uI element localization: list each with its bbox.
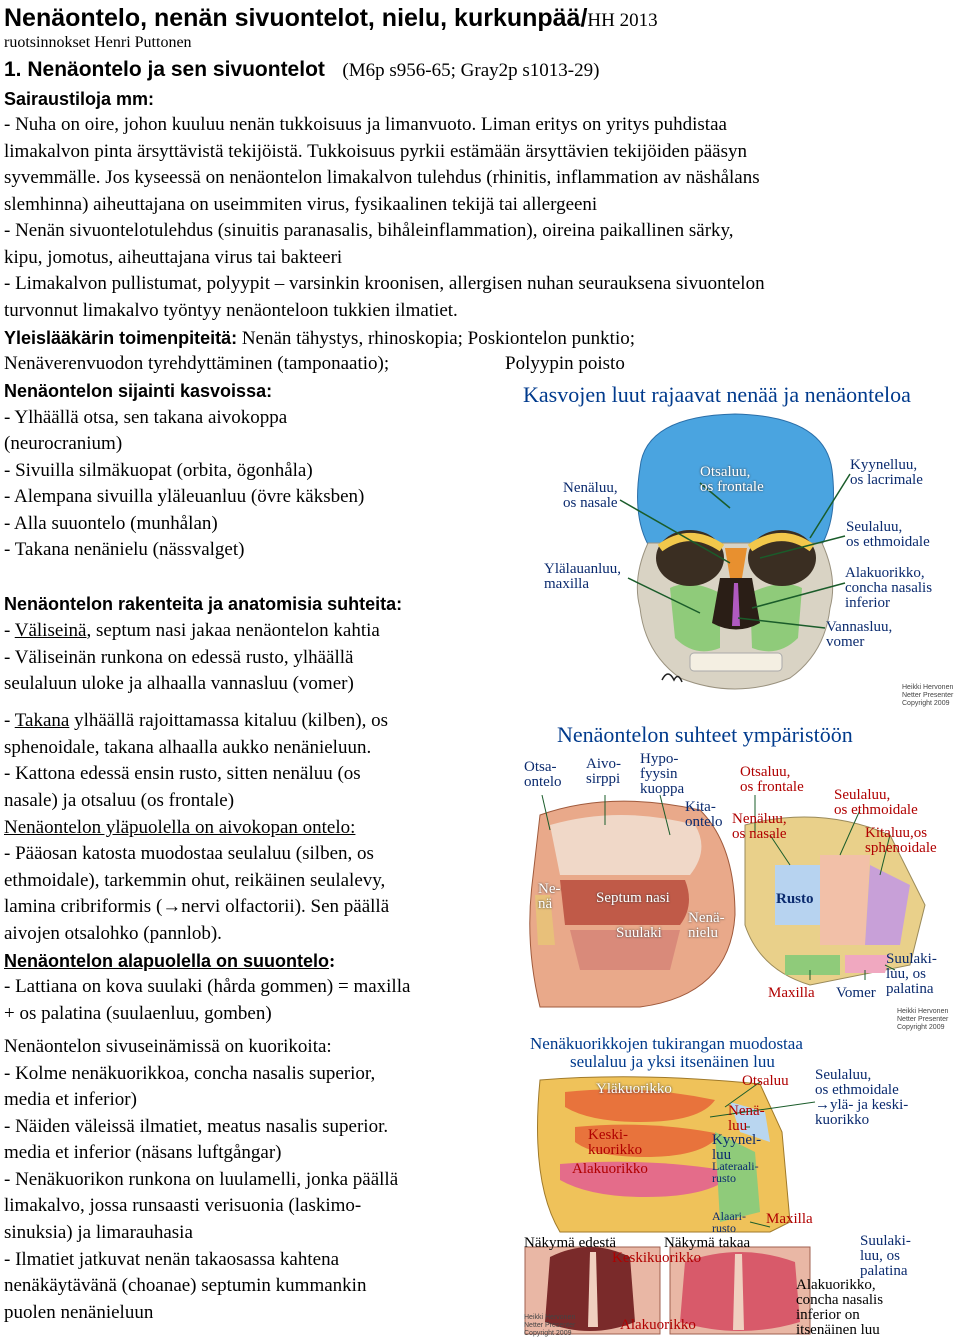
rakenteita-line: - Lattiana on kova suulaki (hårda gommen) = maxilla: [4, 976, 411, 997]
label-maxilla-3: Maxilla: [766, 1211, 813, 1227]
figure3-title-line1: Nenäkuorikkojen tukirangan muodostaa: [530, 1034, 803, 1053]
label-keskikuorikko-2: Keskikuorikko: [612, 1250, 702, 1266]
label-nenaluu-3: Nenä- luu: [728, 1103, 765, 1134]
label-suulakiluu: Suulaki- luu, os palatina: [886, 951, 937, 997]
label-keskikuorikko: Keski- kuorikko: [588, 1127, 643, 1158]
rakenteita-line: aivojen otsalohko (pannlob).: [4, 923, 222, 944]
sivuseina-line: Nenäontelon sivuseinämissä on kuorikoita:: [4, 1036, 332, 1057]
label-ylaleuanluu: Ylälauanluu, maxilla: [544, 561, 622, 592]
yleislaakari-line2b: Polyypin poisto: [505, 353, 625, 374]
label-suulakiluu-3: Suulaki- luu, os palatina: [860, 1233, 911, 1279]
sivuseina-line: nenäkäytävänä (choanae) septumin kummankin: [4, 1275, 367, 1296]
figure1-title: Kasvojen luut rajaavat nenää ja nenäonteloa: [523, 382, 911, 407]
label-nakyma-edesta: Näkymä edestä: [524, 1235, 617, 1251]
paragraph-line: kipu, jomotus, aiheuttajana virus tai bakteeri: [4, 247, 343, 268]
label-hypofyysin: Hypo- fyysin kuoppa: [640, 751, 685, 797]
label-alakuorikko-bottom: Alakuorikko, concha nasalis inferior on itsenäinen luu: [796, 1277, 884, 1338]
label-seulaluu-2: Seulaluu, os ethmoidale: [834, 787, 918, 818]
sijainti-heading: Nenäontelon sijainti kasvoissa:: [4, 381, 273, 401]
label-otsaontelo: Otsa- ontelo: [524, 759, 562, 790]
section-heading: 1. Nenäontelo ja sen sivuontelot (M6p s956-65; Gray2p s1013-29): [4, 58, 600, 81]
figure1-credit: Heikki Hervonen Netter Presenter Copyright 2009: [902, 684, 954, 707]
label-alakuorikko-3: Alakuorikko: [572, 1161, 648, 1177]
label-otsaluu-2: Otsaluu, os frontale: [740, 764, 804, 795]
page-subtitle: ruotsinnokset Henri Puttonen: [4, 34, 192, 51]
sijainti-item: - Takana nenänielu (nässvalget): [4, 539, 245, 560]
conchae-illustration: [520, 1072, 820, 1340]
page-title: Nenäontelo, nenän sivuontelot, nielu, kurkunpää/HH 2013: [4, 4, 658, 32]
figure3-title-line2: seulaluu ja yksi itsenäinen luu: [570, 1052, 775, 1071]
label-kitaontelo: Kita- ontelo: [685, 799, 723, 830]
sairaustiloja-heading: Sairaustiloja mm:: [4, 89, 155, 109]
label-vannasluu: Vannasluu, vomer: [826, 619, 893, 650]
rakenteita-line: lamina cribriformis (→nervi olfactorii). Sen päällä: [4, 896, 390, 917]
figure3-credit: Heikki Hervonen Netter Presenter Copyright 2009: [524, 1314, 576, 1337]
title-suffix: HH 2013: [587, 10, 658, 31]
sivuseina-line: - Ilmatiet jatkuvat nenän takaosassa kahtena: [4, 1249, 340, 1270]
yleislaakari-heading: Yleislääkärin toimenpiteitä:: [4, 328, 238, 348]
rakenteita-line: - Väliseinä, septum nasi jakaa nenäontelon kahtia: [4, 620, 380, 641]
rakenteita-line: ethmoidale), tarkemmin ohut, reikäinen seulalevy,: [4, 870, 386, 891]
paragraph-line: turvonnut limakalvo työntyy nenäonteloon tukkien ilmatiet.: [4, 300, 458, 321]
sivuseina-line: - Kolme nenäkuorikkoa, concha nasalis superior,: [4, 1063, 376, 1084]
sivuseina-line: - Nenäkuorikon runkona on luulamelli, jonka päällä: [4, 1169, 399, 1190]
rakenteita-line: sphenoidale, takana alhaalla aukko nenänieluun.: [4, 737, 372, 758]
paragraph-line: - Limakalvon pullistumat, polyypit – varsinkin kroonisen, allergisen nuhan seurauksena sivuontelon: [4, 273, 765, 294]
rakenteita-heading: Nenäontelon rakenteita ja anatomisia suhteita:: [4, 594, 403, 614]
label-nenanielu: Nenä- nielu: [688, 910, 725, 941]
sivuseina-line: limakalvo, jossa runsaasti verisuonia (laskimo-: [4, 1195, 362, 1216]
paragraph-line: slemhinna) aiheuttajana on useimmiten virus, fysikaalinen tekijä tai allergeeni: [4, 194, 598, 215]
label-rusto: Rusto: [776, 891, 814, 907]
label-alakuorikko-bottom-2: Alakuorikko: [620, 1317, 696, 1333]
figure2-credit: Heikki Hervonen Netter Presenter Copyright 2009: [897, 1008, 949, 1031]
label-septum: Septum nasi: [596, 890, 670, 906]
label-nakyma-takaa: Näkymä takaa: [664, 1235, 751, 1251]
label-seulaluu: Seulaluu, os ethmoidale: [846, 519, 930, 550]
rakenteita-line: nasale) ja otsaluu (os frontale): [4, 790, 235, 811]
rakenteita-line: - Väliseinän runkona on edessä rusto, ylhäällä: [4, 647, 354, 668]
rakenteita-line: - Takana ylhäällä rajoittamassa kitaluu (kilben), os: [4, 710, 389, 731]
label-alaarirusto: Alaari- rusto: [712, 1209, 746, 1235]
sivuseina-line: puolen nenänieluun: [4, 1302, 154, 1323]
sivuseina-line: - Näiden väleissä ilmatiet, meatus nasalis superior.: [4, 1116, 389, 1137]
sivuseina-line: sinuksia) ja limarauhasia: [4, 1222, 193, 1243]
label-alakuorikko: Alakuorikko, concha nasalis inferior: [845, 565, 933, 611]
label-aivosirppi: Aivo- sirppi: [586, 756, 621, 787]
label-kyynelluu: Kyynelluu, os lacrimale: [850, 457, 923, 488]
arrow-icon: →: [162, 896, 182, 917]
sijainti-item: - Alla suuontelo (munhålan): [4, 513, 218, 534]
label-ylakuorikko: Yläkuorikko: [596, 1081, 672, 1097]
label-otsaluu: Otsaluu, os frontale: [700, 464, 764, 495]
sijainti-item: (neurocranium): [4, 433, 123, 454]
sivuseina-line: media et inferior (näsans luftgångar): [4, 1142, 282, 1163]
figure2-title: Nenäontelon suhteet ympäristöön: [557, 722, 853, 747]
paragraph-line: syvemmälle. Jos kyseessä on nenäontelon limakalvon tulehdus (rhinitis, inflammation av näshålans: [4, 167, 760, 188]
label-nena: Ne- nä: [538, 881, 561, 912]
rakenteita-line: seulaluun uloke ja alhaalla vannasluu (vomer): [4, 673, 354, 694]
label-otsaluu-3: Otsaluu: [742, 1073, 789, 1089]
sivuseina-line: media et inferior): [4, 1089, 137, 1110]
yleislaakari-line2a: Nenäverenvuodon tyrehdyttäminen (tamponaatio);: [4, 353, 390, 374]
rakenteita-subheading: Nenäontelon yläpuolella on aivokopan ontelo:: [4, 817, 356, 838]
label-kitaluu: Kitaluu,os sphenoidale: [865, 825, 937, 856]
rakenteita-line: - Pääosan katosta muodostaa seulaluu (silben, os: [4, 843, 374, 864]
paragraph-line: - Nuha on oire, johon kuuluu nenän tukkoisuus ja limanvuoto. Liman eritys on yritys puhdistaa: [4, 114, 727, 135]
skull-illustration: [520, 408, 960, 708]
sijainti-item: - Sivuilla silmäkuopat (orbita, ögonhåla): [4, 460, 313, 481]
label-vomer: Vomer: [836, 985, 876, 1001]
paragraph-line: limakalvon pinta ärsyttävistä tekijöistä. Tukkoisuus pyrkii estämään ärsyttävien tekijöiden pääsyn: [4, 141, 747, 162]
label-seulaluu-3: Seulaluu, os ethmoidale →ylä- ja keski- kuorikko: [815, 1067, 909, 1128]
sijainti-item: - Alempana sivuilla yläleuanluu (övre käksben): [4, 486, 365, 507]
label-nenaluu-2: Nenäluu, os nasale: [732, 811, 787, 842]
paragraph-line: - Nenän sivuontelotulehdus (sinuitis paranasalis, bihåleinflammation), oireina paikallinen särky,: [4, 220, 734, 241]
sijainti-item: - Ylhäällä otsa, sen takana aivokoppa: [4, 407, 288, 428]
section-reference: (M6p s956-65; Gray2p s1013-29): [342, 60, 600, 81]
label-maxilla: Maxilla: [768, 985, 815, 1001]
label-nenaluu: Nenäluu, os nasale: [563, 480, 618, 511]
rakenteita-subheading: Nenäontelon alapuolella on suuontelo:: [4, 951, 336, 972]
yleislaakari-line: Yleislääkärin toimenpiteitä: Nenän tähystys, rhinoskopia; Poskiontelon punktio;: [4, 328, 636, 349]
label-lateraalirusto: Lateraali- rusto: [712, 1159, 759, 1185]
label-suulaki: Suulaki: [616, 925, 662, 941]
rakenteita-line: + os palatina (suulaenluu, gomben): [4, 1003, 272, 1024]
rakenteita-line: - Kattona edessä ensin rusto, sitten nenäluu (os: [4, 763, 361, 784]
label-kyynelluu-3: Kyynel- luu: [712, 1132, 762, 1163]
